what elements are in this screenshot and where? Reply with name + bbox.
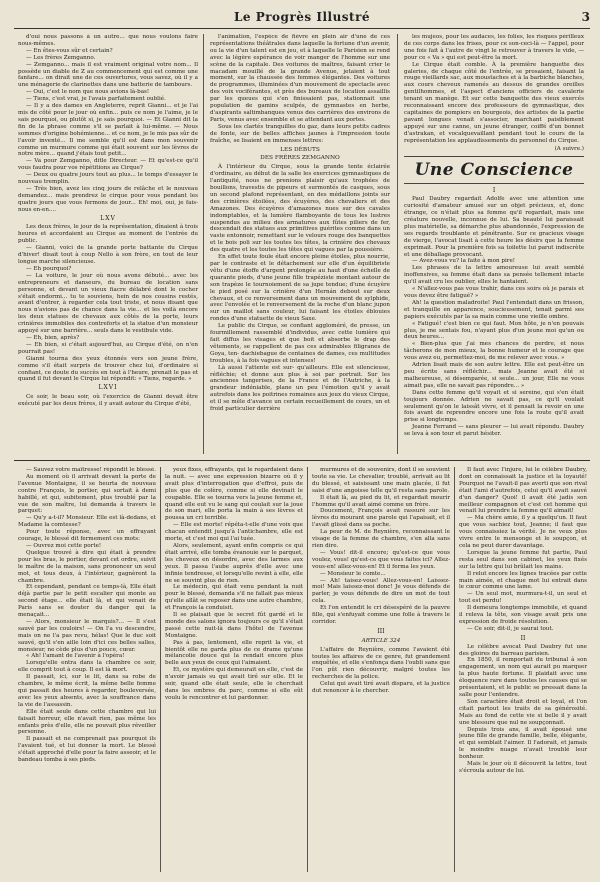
paragraph: Lorsque la jeune femme fut partie, Paul resta seul dans son cabinet, les yeux fixés sur la lettre qui lui brûlait les mains.	[459, 549, 587, 570]
paragraph: « Ah! l'amant de l'avenir à l'opéra!	[26, 653, 125, 660]
paragraph: Le public du Cirque, se confiant aggloméré, de presse, un fourmillement rassemblé d'individus, avec cette lumière qui fait diffus les visages et que boit et absorbe le drap des vêtements, se rappellent de pas ces admirables filigranes de Goya, ten- dachiebague de centaines de dames, ces multitudes troubles, à la fois vagues et intenses!	[210, 323, 390, 364]
story-title: Une Conscience	[414, 159, 574, 180]
poster-title: LES DÉBUTS	[280, 146, 320, 153]
column-1	[18, 34, 198, 454]
paragraph: Depuis trois ans, il avait épousé une jeune fille de grande famille, belle, élégante, et qui semblait l'aimer. Il l'adorait, et jamais le moindre nuage n'avait troublé leur bonheur.	[459, 726, 587, 761]
paragraph: — Avez-vous vu? la faite à mon pire!	[412, 258, 516, 265]
paragraph: Quelque trouvé à dire qui était à prendre pour les bras, le portier, devant cet ordre, suivit le maître de la maison, sans prononcer un seul mot, et tous deux, à l'intérieur, gagnèrent la chambre.	[18, 549, 156, 584]
column-divider	[160, 467, 161, 872]
paragraph: Dans cette femme qu'il voyait et si sereine, qui s'en était toujours donnée. Adrien ne savait pas, ce qu'il voulait seulement qu'on le laissât vivre, et il pensait la revoir en une fois avant de reprendre encore une fois la route qu'il avait prise si longtemps.	[404, 389, 584, 424]
paragraph: — Deux ou quatre jours tout au plus... le temps d'essayer le nouveau tremplin.	[18, 172, 198, 186]
feuilleton-column-2	[165, 467, 303, 872]
paragraph: La peur de M. de Reynière, reconnaissant le visage de la femme de chambre, s'en alla sans rien dire.	[312, 529, 450, 549]
paragraph: — Va pour Zemganno, ditle Directeur. — Et qu'est-ce qu'il vous faudra pour vos répétitions au Cirque?	[18, 158, 198, 172]
paragraph: — Tiens, c'est vrai, je l'avais parfaitement oublié.	[26, 96, 166, 103]
chapter-number: II	[520, 634, 526, 642]
paragraph: Pas à pas, lentement, elle reprit la vie, et bientôt elle ne garda plus de ce drame qu'une mélancolie douce qui la rendait encore plus belle aux yeux de ceux qui l'aimaient.	[165, 639, 303, 667]
chapter-number: LXV	[100, 214, 116, 222]
paragraph: Il faut avec l'injure, lui le célèbre Daubry, dont on connaissait la justice et la loyauté! Pourquoi ne l'avait-il pas averti que son rival était l'ami d'autrefois, celui qu'il avait sauvé d'un danger? Quoi! il avait été jadis son meilleur compagnon et c'est cet homme qui venait lui prendre la femme qu'il aimait!	[459, 467, 587, 515]
poster-title: DES FRÈRES ZEMGANNO	[260, 155, 340, 162]
chapter-number: LXVI	[98, 384, 118, 392]
paragraph: Ce soir, le beau soir, où l'exercice de Gianni devait être exécuté par les deux frères, il y avait autour du Cirque d'été,	[18, 394, 198, 408]
paragraph: — Il y a des dames en Angleterre, reprit Gianni... et je l'ai mis de côté pour le jour où enfin... puis ce nom je l'aime, je le sais pourquoi, ou plutôt si, je sais pourquoi. — Et Gianni dit la fin de la phrase comme s'il se parlait à lui-même. — Nous sommes d'origine bohémienne... et ce nom, je le mis pas sûr de l'avoir inventé... Il me semble qu'il est dans mon souvenir comme un murmure comme qui était souvent sur les lèvres de notre mère... quand j'étais tout petit...	[18, 103, 198, 158]
paragraph: — Ma chère amie, il y a quelqu'un. Il faut que vous sachiez tout, Jeanne; il faut que vous connaissiez la vérité. Je ne veux plus vivre entre le mensonge et le soupçon, et cela ne peut durer davantage.	[459, 515, 587, 549]
paragraph: yeux fixes, effrayants, qui le regardaient dans la nuit. — avec une expression bizarre où il y avait plus d'interrogation que d'effroi, puis de plus que de colère, comme si elle devinait le coupable. Elle se tourna vers la jeune femme et, quand elle eut vu le sang qui coulait sur la joue de son mari, elle porta la main à ses lèvres et poussa un cri terrible.	[165, 467, 303, 522]
to-be-continued: (A suivre.)	[554, 145, 584, 152]
paragraph: — Les frères Zemganno.	[26, 54, 96, 61]
feuilleton-column-1	[18, 467, 156, 872]
paragraph: Pour toute réponse, avec un effrayant courage, le blessé dit fermement ces mots:	[18, 529, 156, 543]
paragraph: Il était là, au pied du lit, et regardait mourir l'homme qu'il avait aimé comme un frère.	[312, 494, 450, 508]
paragraph: Et l'on entendit le cri désespéré de la pauvre fille, qui s'enfuyait comme une folle à travers le corridor.	[312, 605, 450, 625]
paragraph: Les phrases de la lettre amoureuse lui avait semblé inoffensives, sa femme était dans sa pensée tellement intacte qu'il avait cru les oublier, elles le hantaient.	[404, 265, 584, 286]
paragraph: Adrien lisait mais de son autre lettre. Elle est peut-être un peu écrite sans réfléchir... mais Jeanne avait été si malheureuse, si désemparée, si seule... un jour, Elle ne vous aimait pas, elle ne savait pas répondre... »	[404, 362, 584, 389]
paragraph: — Zemganno... mais il est vraiment original votre nom... Il possède un diable de Z au commencement qui est comme une fanfare... on dirait une de ces ouvertures, vous savez, où il y a une ménagerie de clarinettes dans une batterie de tambours.	[18, 61, 198, 89]
paragraph: Sous les clartés tranquilles du gaz, dans leurs petits cadres de fonte, sur de belles affiches jaunes à l'impression toute fraîche, se lisaient en immenses lettres:	[210, 123, 390, 144]
paragraph: Alors, seulement, ayant enfin compris ce qui était arrivé, elle tomba évanouie sur le parquet, les cheveux en désordre, avec des larmes aux yeux. Il passa l'aube auprès d'elle avec une infinie tendresse, et lorsqu'elle revint à elle, elle ne se souvint plus de rien.	[165, 542, 303, 584]
paragraph: « Bien-plus que j'ai mes chances de perdre, et nous tâcherons de mon mieux, la bonne humeur et le courage que vous avez eu, permettez-moi, de me relever avec vous. »	[404, 341, 584, 362]
chapter-number: I	[492, 187, 496, 195]
column-divider	[397, 34, 398, 454]
paragraph: — Monsieur le comte...	[320, 570, 386, 577]
paragraph: Lorsqu'elle entra dans la chambre ce soir, elle comprit tout à coup. Il est là mort.	[18, 660, 156, 674]
paragraph: Il relut encore les lignes tracées par cette main aimée, et chaque mot lui entrait dans le cœur comme une lame.	[459, 570, 587, 591]
feuilleton-column-3	[312, 467, 450, 872]
column-2	[210, 34, 390, 454]
paragraph: L'affaire de Reynière, comme l'avaient été toutes les affaires de ce genre, fut grandement enquêtée, et elle s'enfonça dans l'oubli sans que l'on pût rien découvrir, malgré toutes les recherches de la police.	[312, 646, 450, 681]
paragraph: — Vous! dit-il encore; qu'est-ce que vous voulez, vous! qu'est-ce que vous faites ici? Allez-vous-en! allez-vous-en! Et il ferma les yeux.	[312, 549, 450, 570]
paragraph: Ah! la question maladroite! Paul l'entendait dans un frisson, et tranquille en apparence, soucieusement, tenait parmi ses papiers exécutés par la sa main comme une vieille ombre.	[404, 299, 584, 320]
paragraph: Il passait et ne comprenait pas pourquoi ils l'avaient tué, et lui donner la mort. Le blessé s'était approché d'elle pour la faire asseoir, et le bandeau tomba à ses pieds.	[18, 736, 156, 764]
column-divider	[454, 467, 455, 872]
paragraph: « N'allez-vous pas vous trahir, dans ces soirs où je parais et vous devez être fatigué? »	[404, 286, 584, 299]
story-title-banner	[404, 156, 584, 184]
feuilleton-column-4	[459, 467, 587, 872]
paragraph: Celui qui avait tiré avait disparu, et la justice dut renoncer à le chercher.	[312, 681, 450, 695]
paragraph: Les deux frères, le jour de la représentation, dînaient à trois heures et accordaient au Cirque au moment de l'entrée du public.	[18, 224, 198, 245]
paragraph: — Sauvez votre maîtresse! répondit le blessé.	[26, 467, 156, 473]
paragraph: Il se plaisait que le secret fût gardé et le monde des salons ignora toujours ce qu'il s'était passé cette nuit-là dans l'hôtel de l'avenue Montaigne.	[165, 612, 303, 639]
paragraph: Le médecin, qui était venu pendant la nuit pour le blessé, demanda s'il ne fallait pas mieux qu'elle allât se reposer dans une autre chambre, et François la conduisit.	[165, 584, 303, 612]
paragraph: « Fatigué! c'est bien ce qui faut. Mon hôte, je n'en pouvais plus, je me sentais fou, n'ayant plus d'un jeune moi qu'un ou deux heures...	[404, 320, 584, 341]
column-divider	[307, 467, 308, 872]
paragraph: Et cependant, pendant ce temps-là, Elle était déjà partie par le petit escalier qui monte au second étage... elle était là, et qui venait de Paris sans se douter du danger qui la menaçait...	[18, 584, 156, 619]
paragraph: — La voiture, le jour où nous avons débuté... avec les entrepreneurs et danseurs, du bureau de location sans personne, et devant un vieux fiacre délabré dont le cocher s'était endormi... tu te souviens, hein de nos cousins restés, avant d'entrer, à regarder cela tout triste, et nous disant que nous n'avions pas de chance dans la vie... et les voilà encore les deux statues de chevaux aux côtés de la porte, leurs crinières immobiles des contreforts et la statue d'un monsieur appuyé sur une barrière... seuls dans le vestibule vide.	[18, 272, 198, 335]
paragraph: les mujeos, pour les audaces, les folies, les risques périlleux de ces corps dans les frises, pour ce son-ceci-là — l'appel, pour une fois fait à l'autre de vingt le retrouver à travers le vide, — pour ce « Va » qui est peut-être la mort.	[404, 34, 584, 61]
section-divider	[14, 460, 590, 461]
paragraph: — Oui, c'est le nom que nous avions là-bas!	[26, 89, 150, 96]
paragraph: — Qu'y a-t-il? Monsieur. Elle est là-dedans, et Madame la comtesse?	[18, 515, 156, 529]
paragraph: — Un seul mot, murmura-t-il, un seul et tout est perdu!	[459, 591, 587, 605]
column-3	[404, 34, 584, 454]
paragraph: Doucement, François avait rassuré sur les lèvres du mourant une parole qui l'apaisait, et il l'avait glissé dans sa poche.	[312, 508, 450, 529]
page-header	[14, 10, 590, 29]
paragraph: — Eh bien, si c'était aujourd'hui, au Cirque d'été, on n'en pourrait pas!	[18, 341, 198, 355]
paragraph: — Ah! taisez-vous! Allez-vous-en! Laissez-moi! Mais laissez-moi donc! Je vous défends de parler, je vous défends de dire un mot de tout cela.	[312, 577, 450, 605]
paragraph: murmures et de souvenirs, dont il se souvient toute sa vie. Le chevalier, troublé, arrivait au lit du blessé, et saisissant une main glacée, il fut saisi d'une angoisse telle qu'il resta sans parole.	[312, 467, 450, 494]
paragraph: — Très bien, avez les cinq jours de relâche et le nouveau demandez... mais prendrez le cirque pour vous pendant les quatre jours que vous fermons de jour... Eh! moi, oui, je fais-nous en-en....	[18, 185, 198, 213]
paragraph: Il demeura longtemps immobile, et quand il releva la tête, son visage avait pris une expression de froide résolution.	[459, 605, 587, 625]
paragraph: À l'intérieur du Cirque, sous la grande tente éclairée d'ordinaire, au début de la salle les exercices gymnastiques de l'antiquité, nous ne prenions plaisir qu'aux trophées de bouillons, travestis de pipeurs et surmontés de casques, sous un second plafond représentant, en des médaillons joints sur des crinières étoilées, des écuyères, des chevaliers et des Amazones. Des écuyères d'amazones nues sur des cavales indomptables, et la lumière flamboyante de tous les lustres suspendus au milieu des armatures aux fûtes piliers de fer, descendait des statues aux primitives guérites comme dans un vaste entonnoir, remettant sur le velours rouge des banquettes et le bois poli sur les toutes les têtes, la crinière des chevaux des quatre et les toutes les têtes qui vagues par la poussière.	[210, 164, 390, 254]
paragraph: — Ouvrez moi cette porte!	[26, 542, 102, 549]
chapter-number: III	[377, 627, 385, 635]
masthead: Le Progrès Illustré	[233, 10, 371, 24]
paragraph: — Gianni, voici de la grande porte battante du Cirque d'hiver! disait tout à coup Nello à son frère, en tout de leur longue marche silencieuse.	[18, 245, 198, 265]
paragraph: En effet toute foule était encore pleine étoiles, plus nourrie, par le contraste et le détachement sur elle d'un équilibriste vêtu d'une étoffe d'argent prolongée au haut d'une échelle de quarante pieds, d'une jeune fille trapéziste montant autour de son trapèze le tournoiement de sa jupe tendue; d'une écuyère le pied posé sur la crinière d'un Hernán debout sur deux chevaux, et ce renversement dans un mouvement de sylphide, avec l'envolée et le renversement de la roche d'un blanc jupon sur un maillot sans couleur, lui faisant les étoiles éblouies rondes d'une statuette de vieux Saxe.	[210, 254, 390, 323]
paragraph: Mais le jour où il découvrit la lettre, tout s'écroula autour de lui.	[459, 761, 587, 774]
column-divider	[203, 34, 204, 454]
paragraph: Au moment où il arrivait devant la porte de l'avenue Montaigne, il se heurta de nouveau contre François, le portier, qui sortait à demi habillé, et qui, subitement, plus troublé par la vue de son maître, lui demanda à travers le parquet:	[18, 473, 156, 515]
paragraph: — Eh pourquoi?	[26, 265, 72, 272]
paragraph: Son caractère était droit et loyal, et l'on citait partout les traits de sa générosité. Mais au fond de cette vie si belle il y avait une blessure que nul ne soupçonnait.	[459, 698, 587, 726]
paragraph: Il passait, ici, sur le lit, dans sa robe de chambre, le même écrit, la même belle femme qui passait des heures à regarder, bouleversée, avec les yeux absents, avec la souffrance dans la vie de l'assassin.	[18, 674, 156, 708]
paragraph: — Eh, bien, après?	[26, 334, 80, 341]
page-number: 3	[581, 10, 590, 24]
paragraph: — Ce soir, dit-il, je saurai tout.	[467, 625, 554, 632]
paragraph: Elle était seule dans cette chambre qui lui faisait horreur, elle n'avait rien, pas même les enfants près d'elle, elle ne pouvait plus réveiller personne.	[18, 708, 156, 736]
paragraph: — Alors, monsieur le marquis?... — Il s'est sauvé par les couloirs! — On l'a vu descendre, mais on ne l'a pas revu, hélas! Que le duc soit sauvé, qu'il s'en aille loin d'ici ces belles salles, monsieur, ne cède plus d'un pouce, cœur.	[18, 618, 156, 653]
paragraph: — Elle est morte! répéta-t-elle d'une voix que chacun entendit jusqu'à l'antichambre, elle est morte, et c'est moi qui l'ai tuée.	[165, 522, 303, 543]
paragraph: Le Cirque était comble. À la première banquette des galeries, de chaque côté de l'entrée, se prosaient, faisant la rouge vieillards sac, aux moustaches et à la barbiche blanches, aux cours cheveux ramenés au dessus de grandes oreilles gentilhommes, et l'aspect d'anciens officiers de cavalerie tenant un manège. Et sur cette banquette des vieux exercés reconnaissant encore des professeurs de gymnastique, des capitaines de pompiers en bourgeois, des artistes de la partie pavant longues venait s'associer, marchant paisiblement appuyé sur une canne, un jeune étranger, coiffé d'un bonnet d'astrakan, et vocalquevaillant pendant tout le cours de la représentation les applaudissements du personnel du Cirque.	[404, 61, 584, 144]
paragraph: d'oui nous passons à un autre... que nous voulons faire nous-mêmes.	[18, 34, 198, 47]
paragraph: Jeanne Ferrand — sans pleurer — lui avait répondu. Daubry se leva à son tour et parut hésiter.	[404, 424, 584, 438]
paragraph: Et, ce mystère qui demeurait en elle, c'est de n'avoir jamais su qui avait tiré sur elle. Et le soir, quand elle était seule, elle le cherchait dans les ombres du parc, comme si elle eût voulu le rencontrer et lui pardonner.	[165, 667, 303, 701]
paragraph: Là aussi l'attente est sur- qu'ailleurs. Elle est silencieuse, réfléchie; et donne aux plus à soi par portrait. Sur les anciennes tangerises, de la France et de l'Autriche, à la grandeur indéniable, plane un peu l'émotion qu'il y avait autrefois dans les poitrines romaines aux jeux du vieux Cirque, et il se mêle d'avance un certain recueillement de cours, un et froid particulier derrière	[210, 364, 390, 413]
paragraph: Gianni tourna des yeux étonnés vers son jeune frère, comme s'il était surpris de trouver chez lui, d'ordinaire si confiant, ce doute du succès en tout à l'heure, prenait le pas et quand il fut devant le Cirque lui répondit: « Tiens, regarde. »	[18, 355, 198, 383]
paragraph: Paul Daubry regardait Adolfe avec une attention une curiosité d'amateur amusé sur un objet précieux, et, donc étrange, ce n'était plus sa femme qu'il regardait, mais une créature nouvelle, inconnue de lui. Sa beauté lui paraissait plus matérielle, sa démarche plus abandonnée, l'expression de ses regards troublante et pénétrante. Sur ce gracieux visage de vierge, l'avocat lisait à cette heure les désirs que la femme exprimait. Pour la première fois sa toilette lui parut indiscrète et une déballage provocant.	[404, 196, 584, 258]
paragraph: — En êtes-vous sûr et certain?	[26, 47, 113, 54]
paragraph: En 1850, il remportait du tribunal à son engagement, un nom qui aurait pu marquer la plus haute fortune. Il plaidait avec une éloquence rare dans toutes les causes qui se présentaient, et le public se pressait dans la salle pour l'entendre.	[459, 657, 587, 698]
paragraph: l'animation, l'espèce de fièvre en plein air d'une de ces représentations théâtrales dans laquelle la fortune d'un avenir, ou la vie d'un talent est en jeu, et à laquelle le Parisien se rend avec la légère espérance de voir manger de l'homme sur une scène de la capitale. Des voitures de maîtres, faisant crier le macadam mouillé de la grande Avenue, jetaient à tout moment, sur la chaussée des femmes élégantes. Des voitures de programmes, illuminées d'un mouvement de spectacle avec des voix vociférantes, et près des bureaux de location assaillis par les queues qui s'en finissaient pas, stationnait une population de gamins sculpés, de gymnastes en herbe, d'aspirants saltimbanques venus des carrières des environs de Paris, venus avec ensemble et se attendant aux portes.	[210, 34, 390, 123]
article-title: ARTICLE 324	[361, 637, 401, 644]
paragraph: Le célèbre avocat Paul Daubry fut une des gloires du barreau parisien.	[459, 643, 587, 657]
